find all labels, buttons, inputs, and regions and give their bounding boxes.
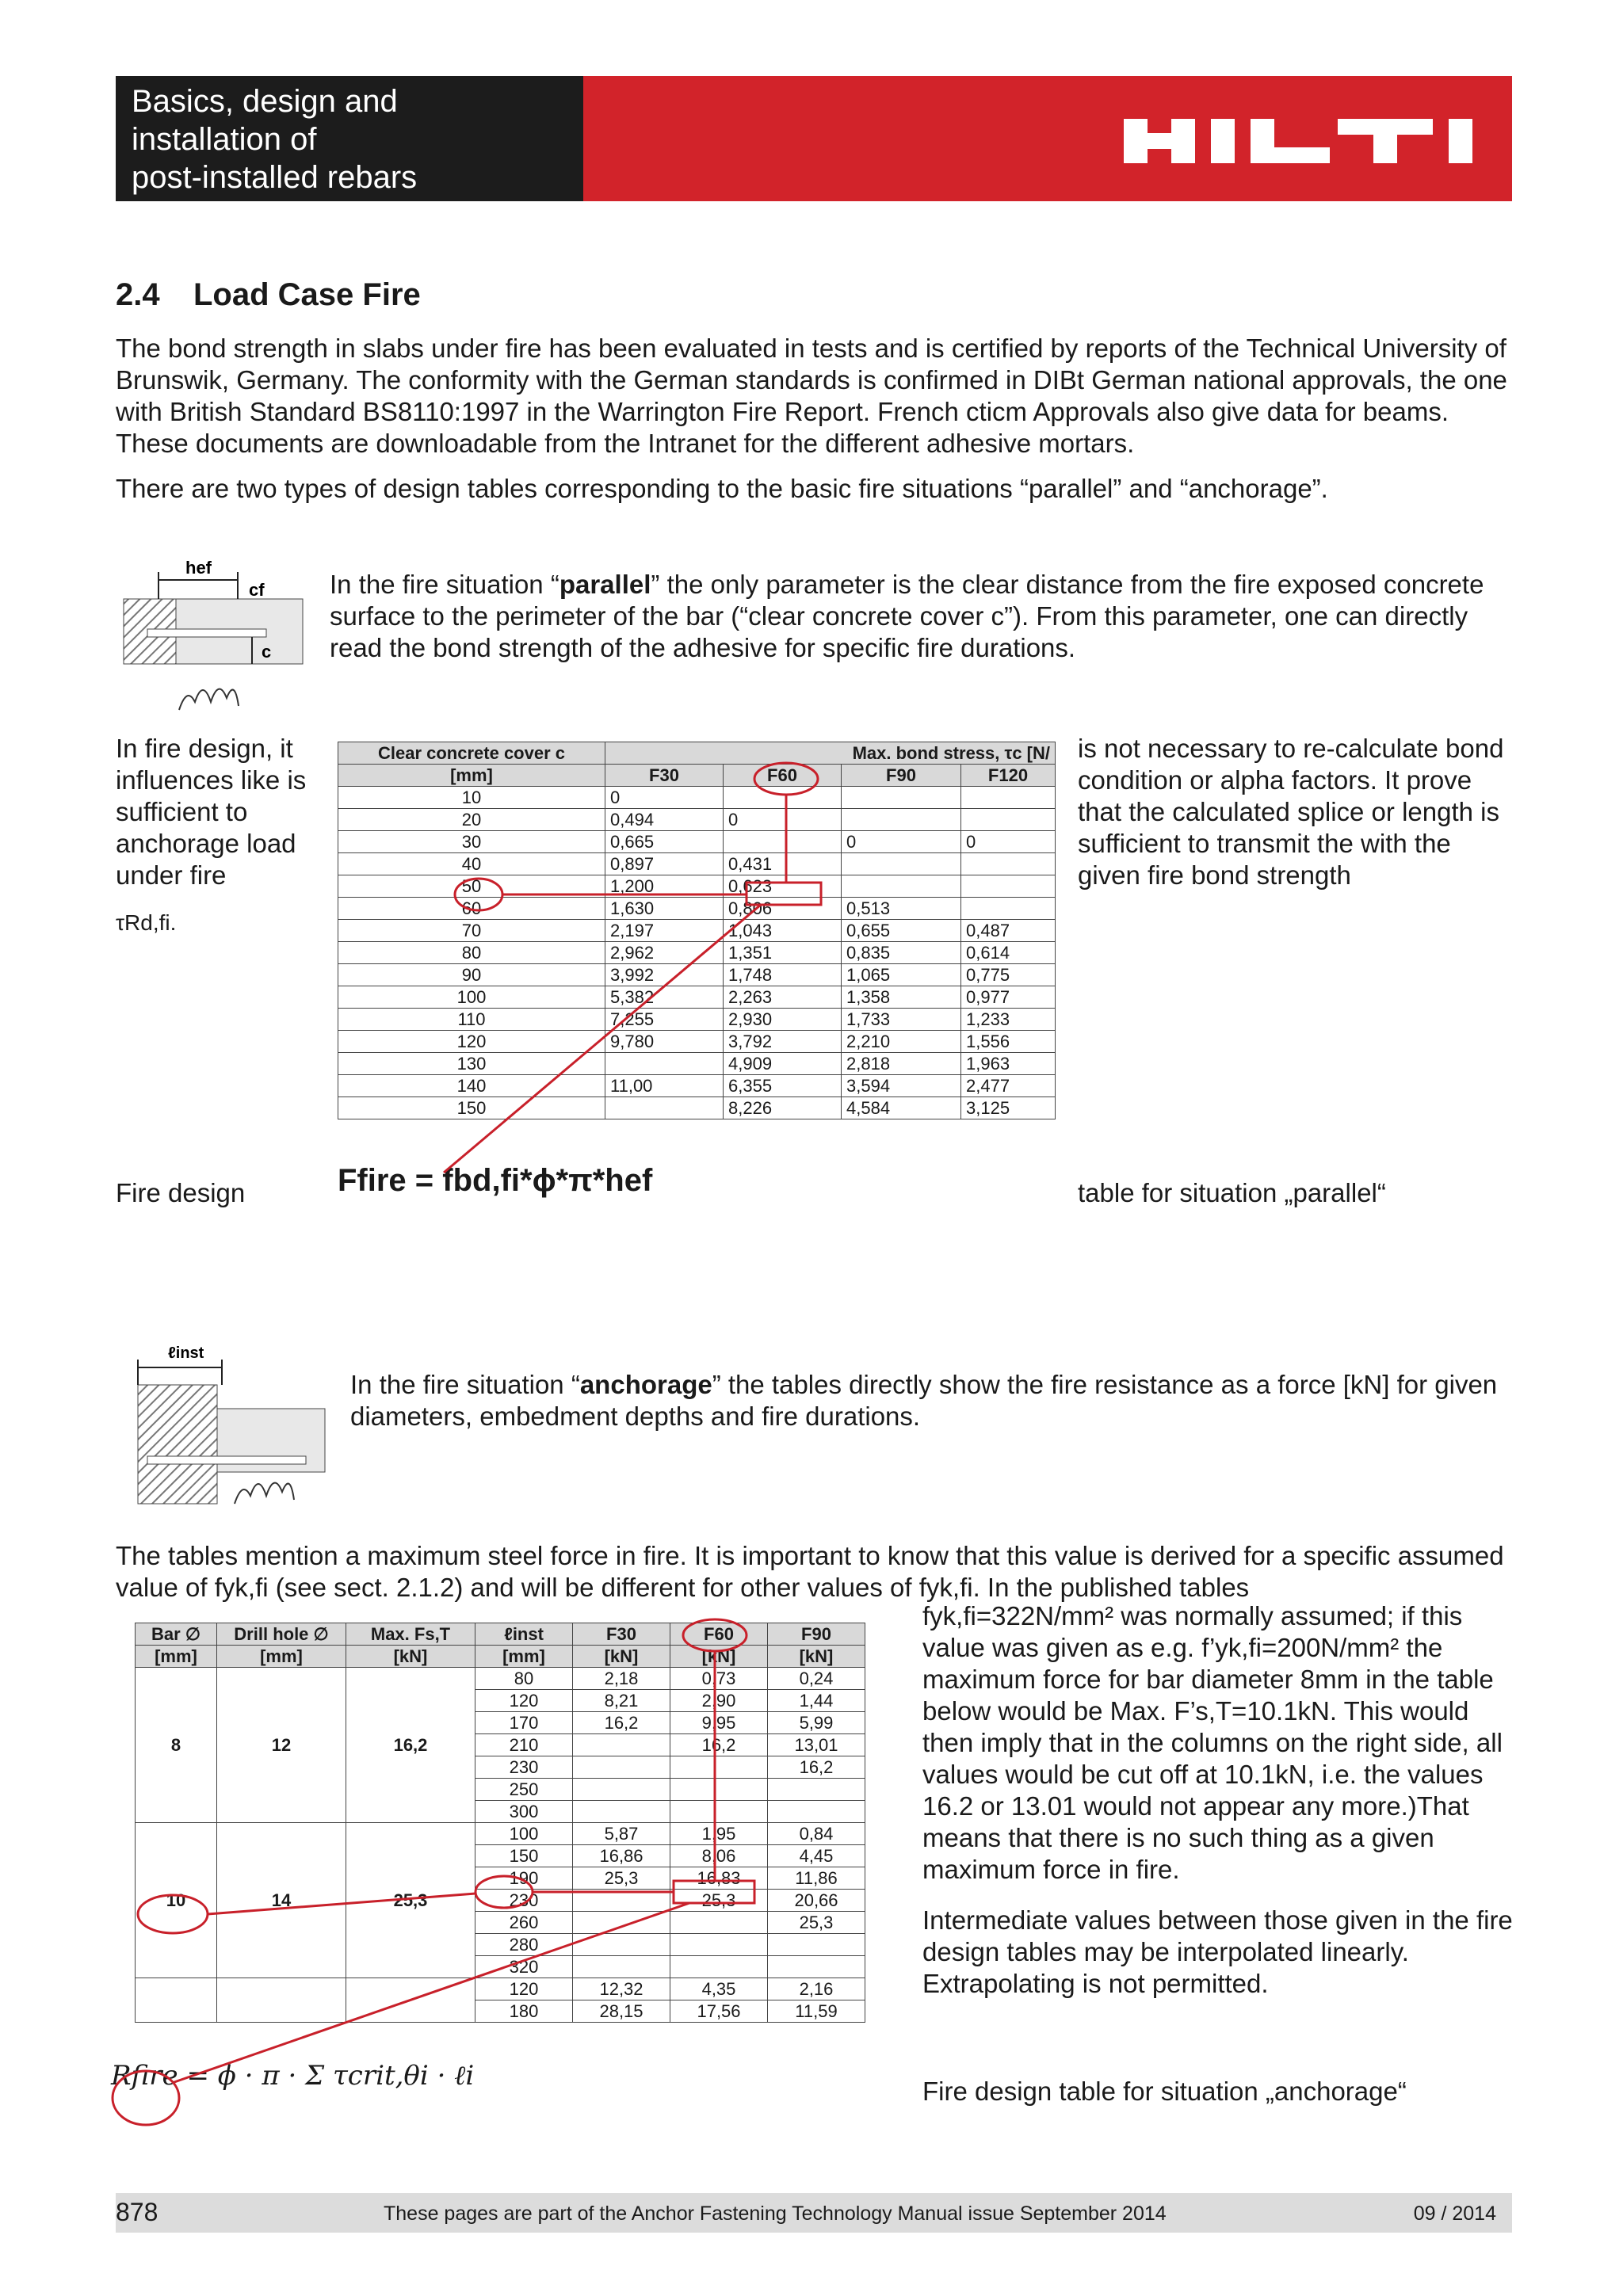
table-cell: 0,655	[842, 920, 961, 942]
table-cell: 2,930	[724, 1009, 842, 1031]
table-group-drill: 12	[217, 1668, 346, 1823]
table-cell: 120	[338, 1031, 605, 1053]
table-row	[338, 1097, 1056, 1119]
table-cell: 150	[475, 1845, 573, 1867]
table-cell: 0,73	[670, 1668, 768, 1690]
table-cell: 30	[338, 831, 605, 853]
table-cell: 1,630	[605, 898, 724, 920]
table-cell: 0,977	[961, 986, 1056, 1009]
table-cell: 28,15	[573, 2000, 670, 2023]
table-row	[338, 942, 1056, 964]
footer	[116, 2193, 1512, 2233]
table-cell	[961, 853, 1056, 875]
anchorage-caption: Fire design table for situation „anchorage“	[922, 2077, 1407, 2106]
anchorage-text-pre: In the fire situation “	[350, 1370, 580, 1399]
table-cell	[768, 1779, 865, 1801]
table-cell	[670, 1956, 768, 1978]
table-group-fmax: 16,2	[346, 1668, 475, 1823]
intro-paragraph: The bond strength in slabs under fire has been evaluated in tests and is certified by reports of the Technical University of Brunswik, Germany. The conformity with the German standards is confirmed in DIBt German national approvals, the one with British Standard BS8110:1997 in the Warrington Fire Report. French cticm Approvals also give data for beams. These documents are downloadable from the Intranet for the different adhesive mortars.	[116, 334, 1507, 458]
table-cell	[724, 787, 842, 809]
table-cell	[573, 1890, 670, 1912]
table-parallel	[338, 742, 1056, 1119]
table-cell	[724, 831, 842, 853]
parallel-paragraph	[330, 569, 1510, 664]
table-cell	[670, 1912, 768, 1934]
table-cell: 0	[605, 787, 724, 809]
table-cell: 0,24	[768, 1668, 865, 1690]
table-parallel-header-f90: F90	[842, 765, 961, 787]
table-cell: 0,614	[961, 942, 1056, 964]
table-cell: 5,99	[768, 1712, 865, 1734]
table-parallel-header-f120: F120	[961, 765, 1056, 787]
table-cell: 1,44	[768, 1690, 865, 1712]
table-cell: 120	[475, 1690, 573, 1712]
table-cell: 25,3	[670, 1890, 768, 1912]
section-title	[116, 277, 421, 313]
table-cell	[670, 1801, 768, 1823]
table-cell: 100	[475, 1823, 573, 1845]
flame-icon	[235, 1483, 294, 1504]
table-anchorage-unit: [mm]	[136, 1646, 217, 1668]
table-cell: 8,21	[573, 1690, 670, 1712]
table-cell: 12,32	[573, 1978, 670, 2000]
anchorage-bold: anchorage	[579, 1370, 712, 1399]
table-cell: 2,16	[768, 1978, 865, 2000]
table-cell: 20	[338, 809, 605, 831]
table-cell: 260	[475, 1912, 573, 1934]
table-cell: 11,00	[605, 1075, 724, 1097]
table-cell: 2,477	[961, 1075, 1056, 1097]
table-cell: 2,90	[670, 1690, 768, 1712]
table-parallel-header-cover: Clear concrete cover c	[338, 742, 605, 765]
table-cell: 280	[475, 1934, 573, 1956]
table-group-fmax	[346, 1978, 475, 2023]
table-cell: 0,775	[961, 964, 1056, 986]
table-row	[338, 853, 1056, 875]
footer-date: 09 / 2014	[1413, 2203, 1496, 2225]
cf-label: cf	[249, 580, 265, 600]
linst-label: ℓinst	[168, 1344, 204, 1362]
table-group-drill: 14	[217, 1823, 346, 1978]
table-cell: 3,594	[842, 1075, 961, 1097]
fire-design-left: Fire design	[116, 1178, 246, 1207]
table-row	[338, 875, 1056, 898]
table-anchorage-unit: [mm]	[217, 1646, 346, 1668]
table-cell: 210	[475, 1734, 573, 1756]
table-cell: 4,584	[842, 1097, 961, 1119]
parallel-diagram	[116, 543, 306, 726]
table-cell: 0,897	[605, 853, 724, 875]
table-anchorage-unit: [kN]	[768, 1646, 865, 1668]
types-paragraph: There are two types of design tables corresponding to the basic fire situations “parallel” and “anchorage”.	[116, 474, 1328, 503]
table-row	[338, 787, 1056, 809]
table-cell: 2,197	[605, 920, 724, 942]
table-cell: 11,59	[768, 2000, 865, 2023]
interpolation-paragraph: Intermediate values between those given in the fire design tables may be interpolated linearly. Extrapolating is not permitted.	[922, 1905, 1513, 1998]
table-group-bar	[136, 1978, 217, 2023]
table-anchorage-unit: [kN]	[573, 1646, 670, 1668]
table-cell: 8,226	[724, 1097, 842, 1119]
table-cell: 20,66	[768, 1890, 865, 1912]
table-row	[136, 1823, 865, 1845]
table-cell: 0,494	[605, 809, 724, 831]
table-cell: 5,87	[573, 1823, 670, 1845]
table-cell: 1,963	[961, 1053, 1056, 1075]
table-cell: 1,733	[842, 1009, 961, 1031]
table-cell: 230	[475, 1756, 573, 1779]
parallel-text-pre: In the fire situation “	[330, 570, 559, 599]
table-group-fmax: 25,3	[346, 1823, 475, 1978]
table-cell	[670, 1934, 768, 1956]
table-cell: 230	[475, 1890, 573, 1912]
table-cell: 1,748	[724, 964, 842, 986]
table-group-drill	[217, 1978, 346, 2023]
table-cell: 11,86	[768, 1867, 865, 1890]
tables-paragraph-2: fyk,fi=322N/mm² was normally assumed; if this value was given as e.g. f’yk,fi=200N/mm² the maximum force for bar diameter 8mm in the table below would be Max. F’s,T=10.1kN. This would then imply that in the columns on the right side, all values would be cut off at 10.1kN, i.e. the values 16.2 or 13.01 would not appear any more.)That means that there is no such thing as a given maximum force in fire.	[922, 1601, 1503, 1884]
table-cell: 9,780	[605, 1031, 724, 1053]
table-cell: 0,835	[842, 942, 961, 964]
table-cell: 16,83	[670, 1867, 768, 1890]
table-cell: 110	[338, 1009, 605, 1031]
table-cell: 7,255	[605, 1009, 724, 1031]
anchorage-paragraph	[350, 1369, 1507, 1432]
left-column-tau: τRd,fi.	[116, 910, 177, 935]
section-heading: Load Case Fire	[193, 277, 421, 312]
table-cell: 1,351	[724, 942, 842, 964]
table-row	[338, 1053, 1056, 1075]
table-cell: 1,065	[842, 964, 961, 986]
table-cell: 70	[338, 920, 605, 942]
table-cell: 0	[961, 831, 1056, 853]
table-row	[338, 986, 1056, 1009]
table-anchorage-header-linst: ℓinst	[475, 1623, 573, 1646]
formula-parallel: Ffire = fbd,fi*ϕ*π*hef	[338, 1163, 653, 1198]
anchorage-diagram	[116, 1337, 330, 1520]
table-cell: 10	[338, 787, 605, 809]
table-cell	[573, 1734, 670, 1756]
table-anchorage-header-fmax: Max. Fs,T	[346, 1623, 475, 1646]
table-cell	[605, 1097, 724, 1119]
table-cell: 1,043	[724, 920, 842, 942]
table-anchorage-unit: [kN]	[670, 1646, 768, 1668]
table-anchorage	[135, 1623, 865, 2023]
table-anchorage-header-f60: F60	[670, 1623, 768, 1646]
table-cell: 16,2	[573, 1712, 670, 1734]
table-parallel-header-bond: Max. bond stress, τc [N/	[605, 742, 1056, 765]
table-cell: 0,665	[605, 831, 724, 853]
table-row	[338, 809, 1056, 831]
table-cell: 2,210	[842, 1031, 961, 1053]
table-anchorage-unit: [kN]	[346, 1646, 475, 1668]
table-cell: 9,95	[670, 1712, 768, 1734]
table-cell: 0	[724, 809, 842, 831]
hef-label: hef	[185, 558, 212, 578]
page-number: 878	[116, 2198, 158, 2226]
table-cell	[573, 1756, 670, 1779]
table-cell: 2,818	[842, 1053, 961, 1075]
section-number: 2.4	[116, 277, 160, 312]
table-cell	[842, 853, 961, 875]
table-cell	[961, 875, 1056, 898]
table-group-bar: 10	[136, 1823, 217, 1978]
table-cell: 140	[338, 1075, 605, 1097]
table-cell: 40	[338, 853, 605, 875]
table-cell: 16,2	[670, 1734, 768, 1756]
table-cell: 1,358	[842, 986, 961, 1009]
table-anchorage-header-f30: F30	[573, 1623, 670, 1646]
table-cell: 80	[338, 942, 605, 964]
footer-text: These pages are part of the Anchor Fastening Technology Manual issue September 2014	[384, 2203, 1167, 2225]
table-cell: 3,992	[605, 964, 724, 986]
table-cell: 100	[338, 986, 605, 1009]
table-cell: 80	[475, 1668, 573, 1690]
table-row	[338, 1009, 1056, 1031]
table-cell: 0	[842, 831, 961, 853]
table-cell: 16,2	[768, 1756, 865, 1779]
flame-icon	[179, 689, 239, 710]
table-cell: 13,01	[768, 1734, 865, 1756]
table-parallel-header-mm: [mm]	[338, 765, 605, 787]
table-cell	[573, 1956, 670, 1978]
table-cell	[842, 875, 961, 898]
parallel-text-post: ” the only parameter is the clear distance from the fire exposed concrete surface to the perimeter of the bar (“clear concrete cover c”). From this parameter, one can directly read the bond strength of the adhesive for specific fire durations.	[330, 570, 1484, 662]
table-cell	[961, 809, 1056, 831]
table-cell	[842, 787, 961, 809]
table-cell: 8,06	[670, 1845, 768, 1867]
table-cell: 60	[338, 898, 605, 920]
table-cell: 150	[338, 1097, 605, 1119]
table-cell: 1,200	[605, 875, 724, 898]
table-cell: 0,513	[842, 898, 961, 920]
table-cell: 3,792	[724, 1031, 842, 1053]
table-cell	[768, 1801, 865, 1823]
table-cell: 90	[338, 964, 605, 986]
table-cell: 3,125	[961, 1097, 1056, 1119]
table-cell: 190	[475, 1867, 573, 1890]
table-row	[136, 1978, 865, 2000]
table-cell: 320	[475, 1956, 573, 1978]
table-cell: 0,623	[724, 875, 842, 898]
hilti-logo	[1124, 119, 1482, 163]
table-cell: 180	[475, 2000, 573, 2023]
table-cell: 0,806	[724, 898, 842, 920]
table-row	[136, 1668, 865, 1690]
table-cell	[573, 1779, 670, 1801]
table-cell	[842, 809, 961, 831]
table-row	[338, 920, 1056, 942]
table-cell: 1,233	[961, 1009, 1056, 1031]
table-row	[338, 1031, 1056, 1053]
table-cell: 16,86	[573, 1845, 670, 1867]
table-cell: 120	[475, 1978, 573, 2000]
header-title-line-3: post-installed rebars	[132, 160, 418, 195]
table-cell: 2,263	[724, 986, 842, 1009]
table-cell	[961, 898, 1056, 920]
table-cell: 4,35	[670, 1978, 768, 2000]
table-cell	[605, 1053, 724, 1075]
table-cell: 5,382	[605, 986, 724, 1009]
table-cell: 2,962	[605, 942, 724, 964]
table-cell	[768, 1956, 865, 1978]
table-cell: 4,45	[768, 1845, 865, 1867]
left-column-body: In fire design, it influences like is sufficient to anchorage load under fire	[116, 734, 307, 890]
table-cell	[670, 1756, 768, 1779]
fire-design-right: table for situation „parallel“	[1078, 1178, 1386, 1207]
left-column-text	[116, 733, 314, 939]
header-title	[116, 76, 583, 201]
table-cell	[573, 1934, 670, 1956]
table-anchorage-header-f90: F90	[768, 1623, 865, 1646]
c-label: c	[262, 642, 272, 662]
right-column-text: is not necessary to re-calculate bond condition or alpha factors. It prove that the calculated splice or length is sufficient to transmit the with the given fire bond strength	[1078, 734, 1504, 890]
table-cell: 1,556	[961, 1031, 1056, 1053]
table-parallel-header-f60: F60	[724, 765, 842, 787]
table-cell: 300	[475, 1801, 573, 1823]
table-cell	[961, 787, 1056, 809]
table-cell: 2,18	[573, 1668, 670, 1690]
parallel-bold: parallel	[559, 570, 651, 599]
table-cell: 6,355	[724, 1075, 842, 1097]
anchorage-text-post: ” the tables directly show the fire resistance as a force [kN] for given diameters, embedment depths and fire durations.	[350, 1370, 1498, 1431]
table-cell	[670, 1779, 768, 1801]
table-cell: 0,487	[961, 920, 1056, 942]
table-anchorage-header-drill: Drill hole ∅	[217, 1623, 346, 1646]
table-cell: 250	[475, 1779, 573, 1801]
table-cell: 17,56	[670, 2000, 768, 2023]
table-cell: 170	[475, 1712, 573, 1734]
formula-anchorage: Rfire = ϕ · π · Σ τcrit,θi · ℓi	[111, 2060, 475, 2092]
table-cell	[573, 1912, 670, 1934]
table-cell: 50	[338, 875, 605, 898]
table-cell	[573, 1801, 670, 1823]
table-row	[338, 1075, 1056, 1097]
table-cell: 0,431	[724, 853, 842, 875]
header-title-line-2: installation of	[132, 122, 317, 157]
table-parallel-header-f30: F30	[605, 765, 724, 787]
table-cell: 4,909	[724, 1053, 842, 1075]
table-cell: 1,95	[670, 1823, 768, 1845]
table-anchorage-header-bar: Bar ∅	[136, 1623, 217, 1646]
table-row	[338, 964, 1056, 986]
table-cell: 25,3	[573, 1867, 670, 1890]
table-cell	[768, 1934, 865, 1956]
table-cell: 25,3	[768, 1912, 865, 1934]
table-cell: 130	[338, 1053, 605, 1075]
table-anchorage-unit: [mm]	[475, 1646, 573, 1668]
table-row	[338, 898, 1056, 920]
table-cell: 0,84	[768, 1823, 865, 1845]
table-row	[338, 831, 1056, 853]
table-group-bar: 8	[136, 1668, 217, 1823]
header-title-line-1: Basics, design and	[132, 84, 398, 119]
tables-paragraph: The tables mention a maximum steel force in fire. It is important to know that this value is derived for a specific assumed value of fyk,fi (see sect. 2.1.2) and will be different for other values of fyk,fi. In the published tables	[116, 1541, 1504, 1602]
